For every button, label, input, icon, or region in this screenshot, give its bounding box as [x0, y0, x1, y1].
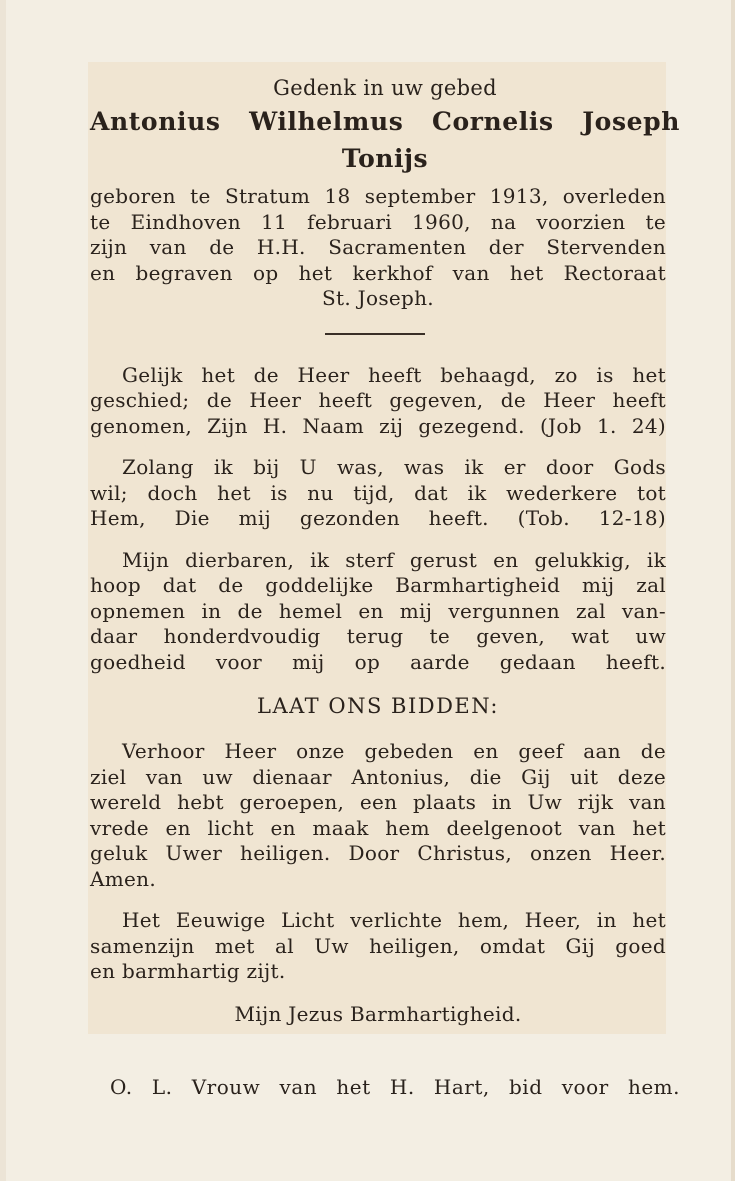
prayer-line: Verhoor Heer onze gebeden en geef aan de — [122, 739, 666, 763]
prayer-line: Amen. — [90, 866, 156, 891]
verse-tobit — [90, 455, 680, 532]
verse-line: Gelijk het de Heer heeft behaagd, zo is het — [122, 362, 666, 387]
divider-rule — [325, 333, 425, 335]
prayer-line: geluk Uwer heiligen. Door Christus, onzen Heer. — [90, 841, 666, 865]
deceased-surname: Tonijs — [341, 144, 429, 173]
prayer-line: ziel van uw dienaar Antonius, die Gij uit deze — [90, 764, 666, 789]
eternal-light-paragraph — [90, 908, 680, 985]
invocation-line: Mijn Jezus Barmhartigheid. — [234, 1001, 522, 1026]
card-text — [90, 70, 680, 1027]
verse-line: daar honderdvoudig terug te geven, wat uw — [90, 624, 666, 648]
intro-line: Gedenk in uw gebed — [273, 76, 497, 100]
verse-job — [90, 363, 680, 440]
prayer-line: Het Eeuwige Licht verlichte hem, Heer, in het — [122, 908, 666, 932]
prayer-line: vrede en licht en maak hem deelgenoot van het — [90, 815, 666, 840]
bio-line: St. Joseph. — [322, 286, 434, 310]
verse-line: genomen, Zijn H. Naam zij gezegend. (Job 1. 24) — [90, 413, 666, 438]
bio-line: en begraven op het kerkhof van het Rectoraat — [90, 260, 666, 285]
verse-line: hoop dat de goddelijke Barmhartigheid mij zal — [90, 573, 666, 597]
verse-line: geschied; de Heer heeft gegeven, de Heer heeft — [90, 388, 666, 412]
final-invocation-block — [90, 1052, 680, 1100]
verse-line: goedheid voor mij op aarde gedaan heeft. — [90, 649, 666, 674]
final-invocation: O. L. Vrouw van het H. Hart, bid voor hem. — [110, 1075, 680, 1099]
verse-line: wil; doch het is nu tijd, dat ik wederkere tot — [90, 480, 666, 505]
prayer-paragraph — [90, 739, 680, 892]
verse-line: Mijn dierbaren, ik sterf gerust en gelukkig, ik — [122, 547, 666, 572]
verse-farewell — [90, 548, 680, 676]
deceased-name: Antonius Wilhelmus Cornelis Joseph — [90, 107, 680, 136]
prayer-line: wereld hebt geroepen, een plaats in Uw rijk van — [90, 790, 666, 814]
prayer-heading: LAAT ONS BIDDEN: — [257, 694, 499, 718]
verse-line: opnemen in de hemel en mij vergunnen zal van- — [90, 598, 666, 623]
bio-line: te Eindhoven 11 februari 1960, na voorzien te — [90, 209, 666, 234]
verse-line: Hem, Die mij gezonden heeft. (Tob. 12-18) — [90, 506, 666, 530]
bio-paragraph — [90, 184, 680, 312]
bio-line: zijn van de H.H. Sacramenten der Stervenden — [90, 235, 666, 259]
bio-line: geboren te Stratum 18 september 1913, overleden — [90, 184, 666, 208]
prayer-line: en barmhartig zijt. — [90, 959, 286, 983]
prayer-line: samenzijn met al Uw heiligen, omdat Gij goed — [90, 933, 666, 958]
verse-line: Zolang ik bij U was, was ik er door Gods — [122, 455, 666, 479]
